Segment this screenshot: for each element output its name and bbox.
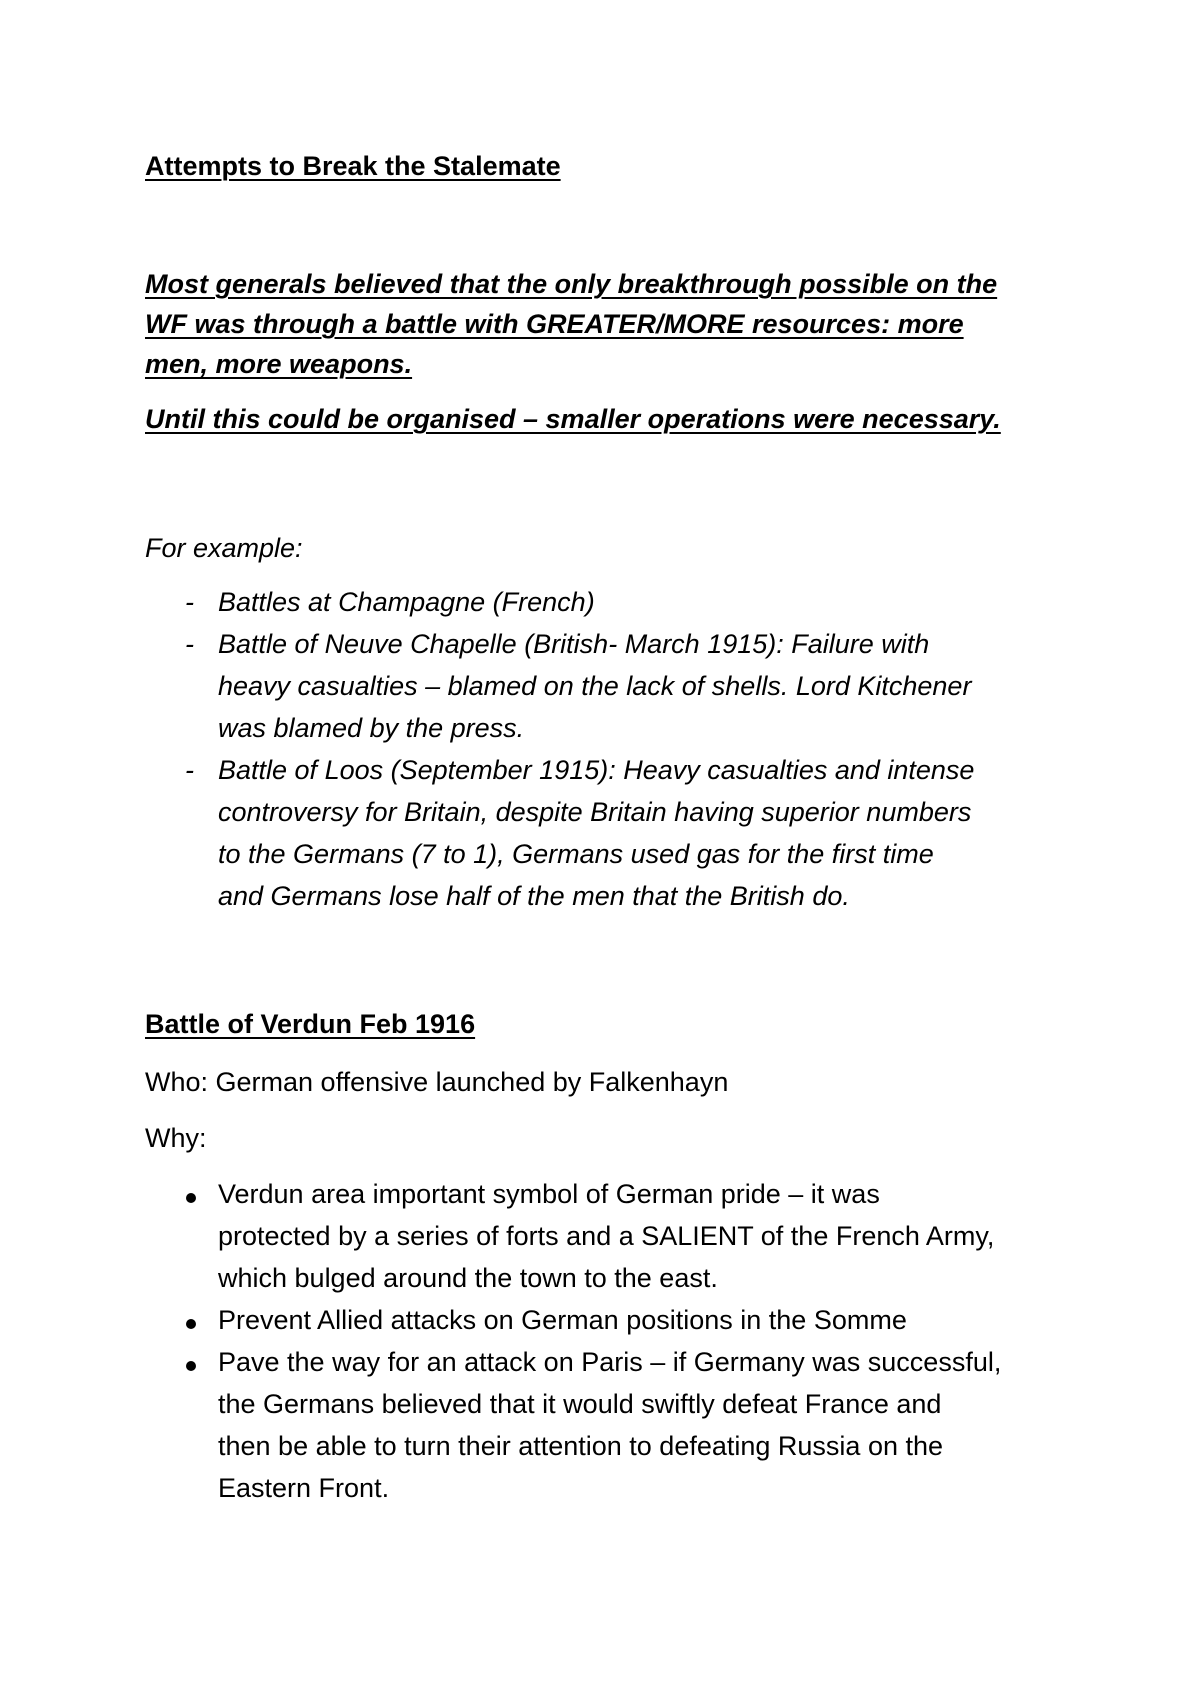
reason-1-line-1: Verdun area important symbol of German pride – it was (218, 1179, 880, 1209)
bullet-dot-icon (186, 1319, 196, 1329)
example-item-3-line-4: and Germans lose half of the men that the British do. (218, 881, 850, 911)
reason-1-line-3: which bulged around the town to the east. (218, 1263, 718, 1293)
example-label: For example: (145, 533, 303, 563)
example-item-3-line-3: to the Germans (7 to 1), Germans used gas for the first time (218, 839, 934, 869)
bullet-dot-icon (186, 1193, 196, 1203)
reason-1-line-2: protected by a series of forts and a SALIENT of the French Army, (218, 1221, 995, 1251)
page-title: Attempts to Break the Stalemate (145, 151, 561, 181)
verdun-heading: Battle of Verdun Feb 1916 (145, 1009, 476, 1039)
dash-bullet-icon: - (185, 587, 194, 617)
reason-3-line-4: Eastern Front. (218, 1473, 390, 1503)
example-item-2-line-1: Battle of Neuve Chapelle (British- March 1915): Failure with (218, 629, 930, 659)
verdun-who: Who: German offensive launched by Falkenhayn (145, 1067, 729, 1097)
dash-bullet-icon: - (185, 755, 194, 785)
reason-3-line-2: the Germans believed that it would swiftly defeat France and (218, 1389, 942, 1419)
example-item-3-line-1: Battle of Loos (September 1915): Heavy casualties and intense (218, 755, 975, 785)
example-item-2-line-3: was blamed by the press. (218, 713, 525, 743)
example-item-2-line-2: heavy casualties – blamed on the lack of shells. Lord Kitchener (218, 671, 972, 701)
reason-3-line-3: then be able to turn their attention to defeating Russia on the (218, 1431, 944, 1461)
reason-3-line-1: Pave the way for an attack on Paris – if Germany was successful, (218, 1347, 1002, 1377)
dash-bullet-icon: - (185, 629, 194, 659)
intro-line-2: WF was through a battle with GREATER/MORE resources: more (145, 309, 964, 339)
example-item-3-line-2: controversy for Britain, despite Britain having superior numbers (218, 797, 972, 827)
bullet-dot-icon (186, 1361, 196, 1371)
intro-line-3: men, more weapons. (145, 349, 413, 379)
reason-2-line-1: Prevent Allied attacks on German positions in the Somme (218, 1305, 907, 1335)
example-item-1-line-1: Battles at Champagne (French) (218, 587, 595, 617)
verdun-why: Why: (145, 1123, 207, 1153)
intro-line-1: Most generals believed that the only breakthrough possible on the (145, 269, 998, 299)
intro-emphasis: Until this could be organised – smaller operations were necessary. (145, 404, 1001, 434)
